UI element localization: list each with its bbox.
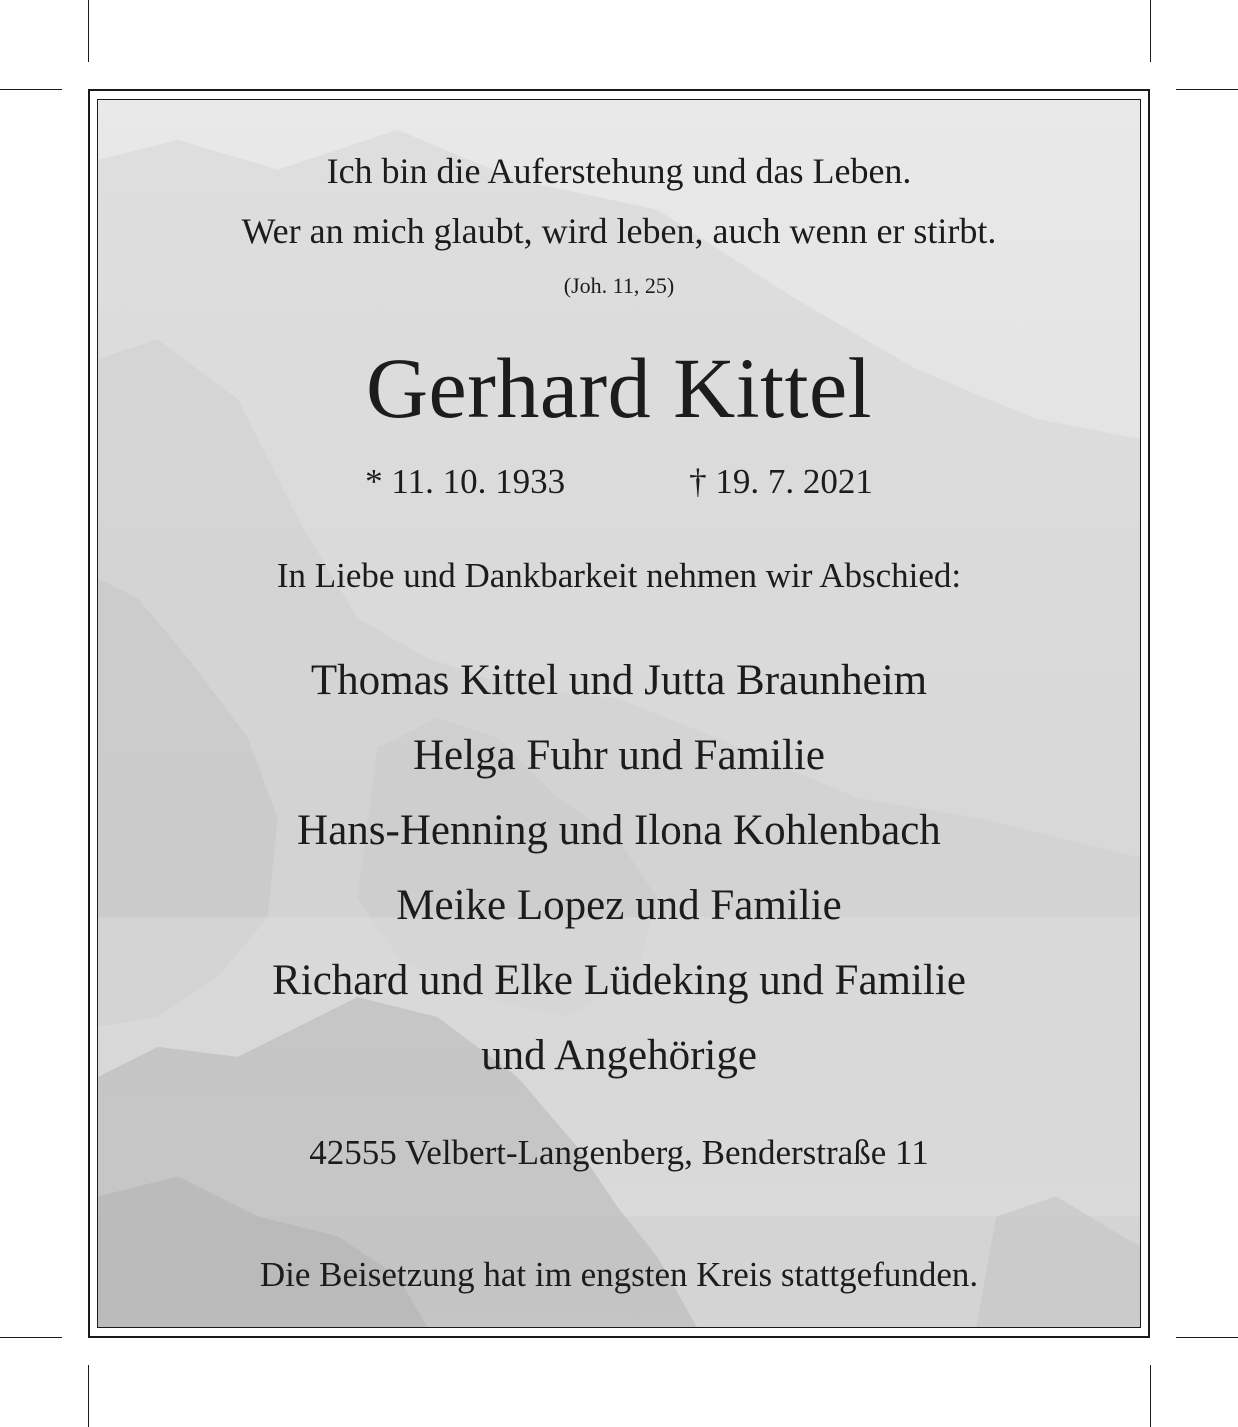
family-address: 42555 Velbert-Langenberg, Benderstraße 11 — [309, 1133, 929, 1172]
mourner-line: Meike Lopez und Familie — [396, 882, 842, 929]
death-date: † 19. 7. 2021 — [689, 462, 873, 501]
farewell-intro: In Liebe und Dankbarkeit nehmen wir Abschied: — [276, 556, 962, 595]
birth-date: * 11. 10. 1933 — [365, 462, 566, 501]
motto-citation: (Joh. 11, 25) — [563, 273, 675, 298]
obituary-frame — [88, 89, 1150, 1338]
crop-mark-top-right — [1150, 0, 1151, 62]
crop-mark-left-top — [0, 89, 62, 90]
mourner-line: Richard und Elke Lüdeking und Familie — [272, 957, 966, 1004]
crop-mark-right-top — [1176, 89, 1238, 90]
mourner-line: Hans-Henning und Ilona Kohlenbach — [297, 807, 941, 854]
motto-line-1: Ich bin die Auferstehung und das Leben. — [326, 151, 912, 191]
crop-mark-bottom-right — [1150, 1365, 1151, 1427]
crop-mark-top-left — [88, 0, 89, 62]
crop-mark-bottom-left — [88, 1365, 89, 1427]
mourner-line: Helga Fuhr und Familie — [412, 732, 826, 779]
mourner-line: und Angehörige — [481, 1032, 757, 1079]
motto-line-2: Wer an mich glaubt, wird leben, auch wenn er stirbt. — [241, 211, 997, 251]
crop-mark-right-bottom — [1176, 1337, 1238, 1338]
obituary-content — [98, 100, 1140, 1327]
life-dates — [98, 462, 1140, 502]
mourner-line: Thomas Kittel und Jutta Braunheim — [310, 657, 928, 704]
obituary-panel — [97, 99, 1141, 1328]
burial-note: Die Beisetzung hat im engsten Kreis stattgefunden. — [259, 1255, 979, 1294]
crop-mark-left-bottom — [0, 1337, 62, 1338]
deceased-name: Gerhard Kittel — [365, 340, 873, 436]
